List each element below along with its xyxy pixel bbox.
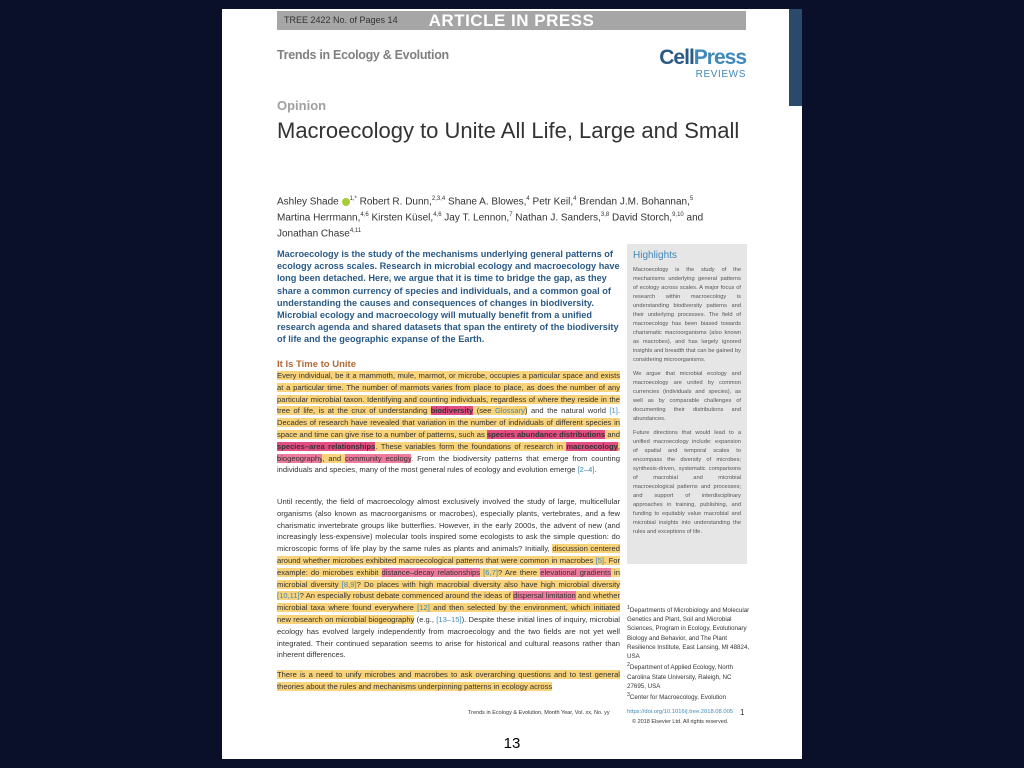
journal-name: Trends in Ecology & Evolution (277, 48, 449, 62)
affiliation-text: Department of Applied Ecology, North Carolina State University, Raleigh, NC 27695, USA (627, 664, 733, 690)
highlight-item: We argue that microbial ecology and macroecology are united by common currencies (individuals and species), as well as by comparable challenges of documenting their distributions and abundances. (633, 371, 741, 422)
banner-meta: TREE 2422 No. of Pages 14 (284, 15, 398, 25)
body-text: (e.g., (414, 614, 437, 624)
paragraph-2 (277, 496, 620, 661)
author-name[interactable]: Petr Keil, (529, 196, 574, 208)
author-name[interactable]: Jonathan Chase (277, 227, 350, 239)
highlighted-text: (see (473, 406, 495, 416)
logo-wordmark (659, 47, 746, 69)
author-name[interactable]: Kirsten Küsel, (368, 212, 434, 224)
glossary-term[interactable]: community ecology (344, 453, 412, 463)
affiliation-text: Center for Macroecology, Evolution (629, 694, 727, 702)
highlights-box (627, 244, 747, 564)
author-line-2 (277, 209, 747, 225)
highlighted-text: ? Are there (497, 567, 541, 577)
doi-link[interactable]: https://doi.org/10.1016/j.tree.2018.08.005 (627, 709, 734, 715)
highlighted-text: ) (524, 406, 528, 416)
body-text: Until recently, the field of macroecology almost exclusively involved the study of large, multicellular organisms (also known as macroorganisms or macrobes), especially plants, vertebrates, and a few charismatic invertebrate groups like butterflies. However, in the early 2000s, the advent of new (and increasingly less-expensive) molecular tools inspired some ecologists to ask the simple question: do microscopic forms of life play by the same rules as plants and animals? Initially, (277, 497, 620, 554)
glossary-term[interactable]: elevational gradients (540, 567, 611, 577)
author-name[interactable]: Jay T. Lennon, (441, 212, 510, 224)
affiliation (627, 691, 752, 702)
glossary-term[interactable]: dispersal limitation (513, 591, 576, 601)
logo-cell: Cell (659, 46, 694, 69)
highlighted-text: and then selected by the environment, which initiated new research on microbial biogeography (277, 603, 620, 624)
author-line-1 (277, 193, 747, 209)
author-affil: 7 (509, 211, 513, 218)
slide-number: 13 (503, 735, 521, 752)
glossary-term[interactable]: biogeography (277, 453, 323, 463)
abstract: Macroecology is the study of the mechanisms underlying general patterns of ecology across scales. Research in microbial ecology and macroecology have long been detached. Here, we argue that it is time to bridge the gap, as they share a common currency of species and individuals, and a common goal of understanding the causes and consequences of changes in biodiversity. Microbial ecology and macroecology will mutually benefit from a unified research agenda and shared datasets that span the entirety of the biodiversity of life and the geographic expanse of the Earth. (277, 249, 620, 345)
banner-label: ARTICLE IN PRESS (428, 11, 595, 30)
author-conjunction: and (683, 212, 704, 224)
body-text: ). Despite these initial lines of inquiry, microbial ecology has evolved largely independently from macroecology and the two fields are not yet well integrated. Their continued separation seems to arise for historical and cultural reasons rather than inherent differences. (277, 614, 620, 660)
affiliation-number: 2 (627, 662, 630, 669)
author-affil: 4 (573, 196, 577, 202)
glossary-link[interactable]: Glossary (494, 406, 525, 416)
highlighted-text: . These variables form the foundations of research in (375, 441, 567, 451)
author-affil: 2,3,4 (431, 196, 446, 202)
author-affil: 4 (526, 196, 530, 202)
body-text: . (594, 465, 597, 475)
affiliation-text: Departments of Microbiology and Molecular Genetics and Plant, Soil and Microbial Sciences, Program in Ecology, Evolutionary Biology and Behavior, and The Plant Resilience Institute, East Lansing, MI 48824, USA (627, 607, 750, 661)
author-affil: 9,10 (672, 211, 684, 218)
author-name[interactable]: Robert R. Dunn, (356, 196, 432, 208)
article-type: Opinion (277, 98, 327, 113)
author-affil: 4,6 (360, 211, 369, 218)
glossary-term[interactable]: macroecology (566, 441, 618, 451)
highlight-item: Future directions that would lead to a unified macroecology include: expansion of spatial and temporal scales to encompass the diversity of microbes; synthesis-driven, systematic comparisons of macrobial and microbial macroecological patterns and processes; and support of interdisciplinary approaches in training, publishing, and funding to equitably value macrobial and microbial insights into understanding the rules and exceptions of life. (633, 430, 741, 535)
highlighted-text: and (605, 429, 620, 439)
body-text: and the natural world (527, 406, 610, 416)
reference-link[interactable]: [6,7] (480, 567, 498, 577)
cell-press-logo (659, 47, 746, 80)
highlighted-text: , and (322, 453, 345, 463)
body-text: . From the biodiversity patterns that emerge from counting individuals and species, many of the most general rules of ecology and evolution emerge (277, 453, 621, 475)
author-name[interactable]: Shane A. Blowes, (445, 196, 527, 208)
highlighted-text: and whether microbial taxa where found everywhere (277, 591, 620, 613)
reference-link[interactable]: [8,9] (341, 579, 357, 589)
highlighted-text: ? An especially robust debate commenced around the ideas of (299, 591, 514, 601)
highlighted-text: ? Do places with high macrobial diversity also have high microbial diversity (356, 579, 620, 589)
logo-reviews: REVIEWS (695, 69, 746, 80)
reference-link[interactable]: [1] (609, 406, 618, 416)
author-list (277, 193, 747, 240)
affiliation (627, 604, 752, 661)
copyright: © 2018 Elsevier Ltd. All rights reserved. (632, 719, 729, 725)
highlight-item: Macroecology is the study of the mechanisms underlying general patterns of ecology across scales. A major focus of research within macroecology is understanding biodiversity patterns and their underlying processes. The field of macroecology has been biased towards charismatic macroorganisms (also known as macrobes), and has largely ignored insights and breadth that can be gained by considering microorganisms. (633, 267, 741, 363)
highlighted-text: Every individual, be it a mammoth, mule, marmot, or microbe, occupies a particular space and exists at a particular time. The number of marmots varies from place to place, as does the number of any particular microbial taxon. Identifying and counting individuals, regardless of where they reside in the tree of life, is at the crux of understanding (277, 371, 620, 416)
article-in-press-banner (277, 11, 746, 30)
glossary-term[interactable]: biodiversity (430, 406, 474, 416)
highlighted-text: in microbial diversity (277, 567, 620, 589)
reference-link[interactable]: [5] (595, 555, 605, 565)
author-name[interactable]: Martina Herrmann, (277, 212, 361, 224)
affiliation-number: 3 (627, 691, 630, 698)
section-heading: It Is Time to Unite (277, 359, 357, 370)
highlights-title: Highlights (633, 250, 677, 261)
page-number: 1 (740, 708, 745, 717)
page-edge-bar (789, 9, 802, 106)
orcid-icon[interactable] (342, 198, 350, 206)
affiliation (627, 661, 752, 691)
author-affil: 4,11 (349, 227, 362, 234)
author-name[interactable]: David Storch, (609, 212, 673, 224)
author-affil: 3,8 (600, 211, 610, 218)
glossary-term[interactable]: species–area relationships (277, 441, 376, 451)
author-affil: 4,6 (433, 211, 442, 218)
highlighted-text: discussion centered around whether microbes exhibited macroecological patterns that were common in macrobes (277, 544, 620, 565)
reference-link[interactable]: [12] (417, 603, 430, 613)
body-text: . (617, 406, 620, 416)
logo-press: Press (693, 46, 746, 69)
highlighted-text: , (617, 441, 620, 451)
author-name[interactable]: Ashley Shade (277, 196, 342, 208)
paragraph-1 (277, 370, 620, 476)
affiliation-number: 1 (627, 605, 630, 611)
author-affil: 1,* (349, 196, 357, 202)
glossary-term[interactable]: species abundance distributions (486, 429, 606, 439)
paragraph-3 (277, 669, 620, 693)
affiliations (627, 604, 752, 702)
highlighted-text: There is a need to unify microbes and macrobes to ask overarching questions and to test general theories about the rules and mechanisms underpinning patterns in ecology across (277, 670, 620, 691)
reference-link[interactable]: [10,11] (277, 591, 300, 601)
author-name[interactable]: Brendan J.M. Bohannan, (576, 196, 690, 208)
author-affil: 5 (689, 196, 694, 202)
highlights-text (633, 266, 741, 542)
reference-link[interactable]: [2–4] (577, 465, 595, 475)
article-title: Macroecology to Unite All Life, Large and Small (277, 118, 740, 143)
glossary-term[interactable]: distance–decay relationships (381, 567, 481, 577)
highlighted-text: Decades of research have revealed that variation in the number of individuals of different species in space and time can give rise to a number of patterns, such as (277, 418, 620, 439)
author-line-3 (277, 225, 747, 241)
reference-link[interactable]: [13–15] (436, 614, 462, 624)
author-name[interactable]: Nathan J. Sanders, (512, 212, 601, 224)
article-page (222, 9, 802, 759)
footer-journal-line: Trends in Ecology & Evolution, Month Year, Vol. xx, No. yy (468, 710, 610, 716)
highlighted-text: . For example: do microbes exhibit (277, 555, 620, 577)
